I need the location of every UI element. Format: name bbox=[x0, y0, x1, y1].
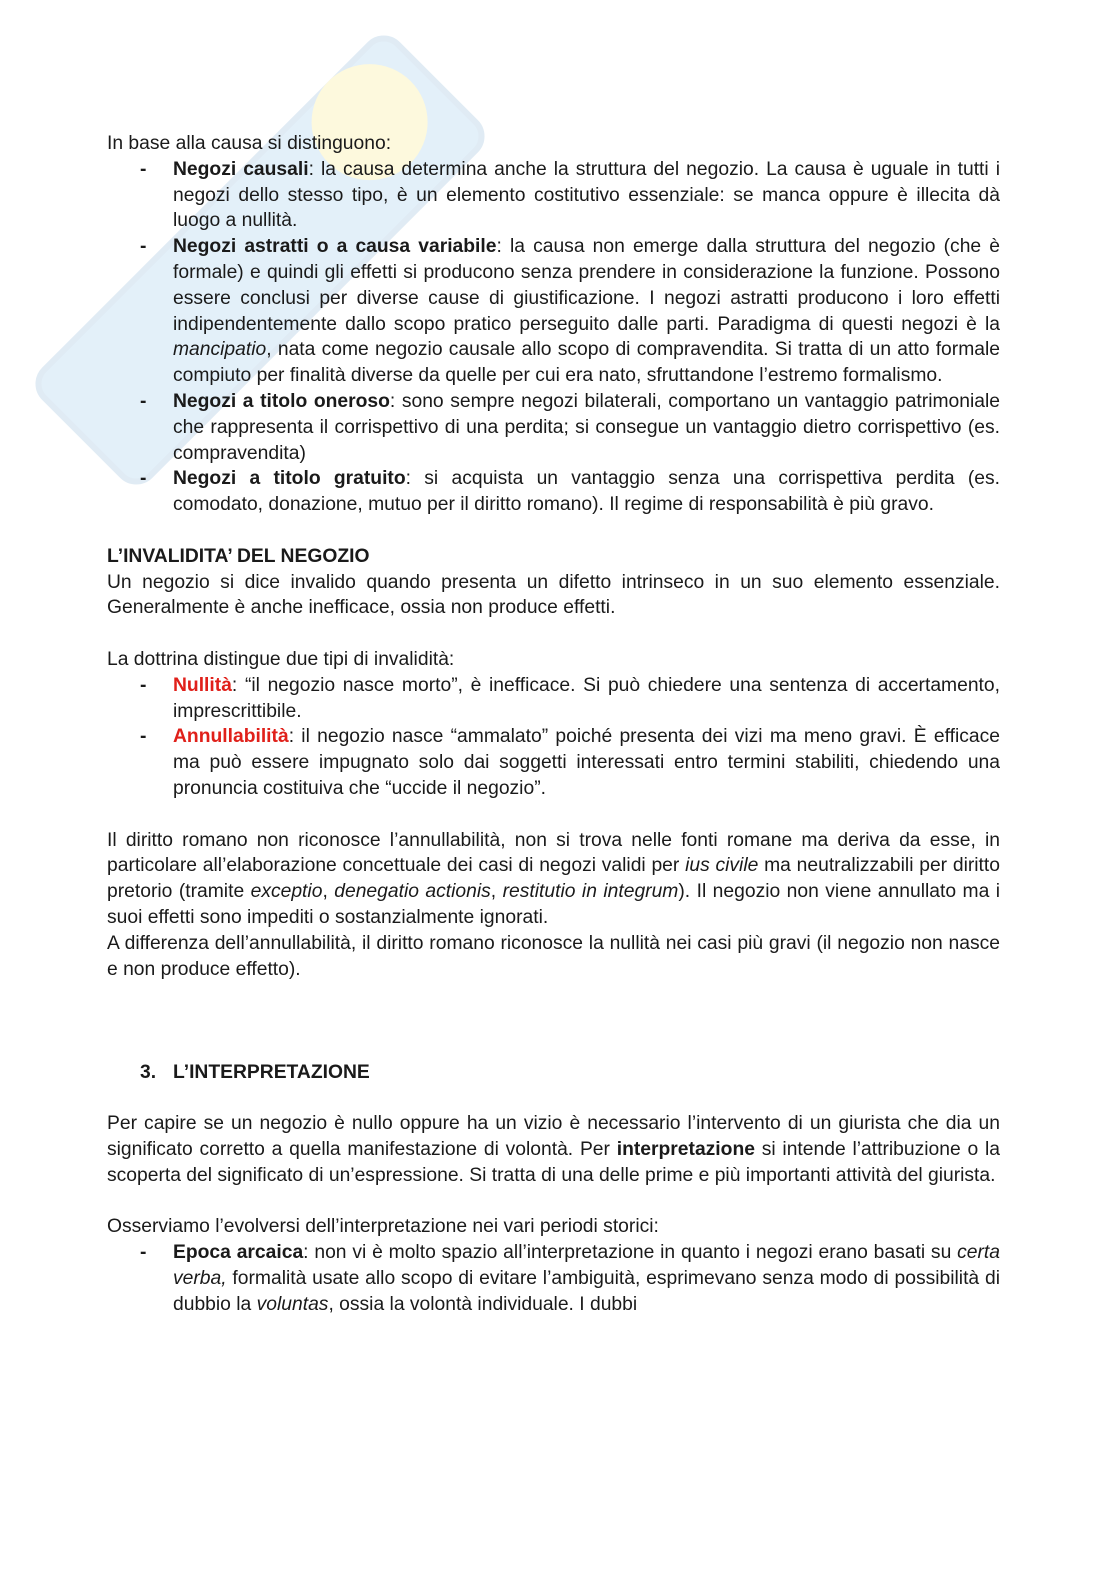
term-red: Nullità bbox=[173, 674, 232, 696]
italic-term: restitutio in integrum bbox=[502, 881, 679, 903]
item-text: : il negozio nasce “ammalato” poiché presenta dei vizi ma meno gravi. È efficace ma può essere impugnato solo dai soggetti interessati entro termini stabiliti, chiedendo una pronuncia costituiva che “uccide il negozio”. bbox=[173, 726, 1000, 799]
italic-term: exceptio bbox=[250, 881, 323, 903]
dash-bullet: - bbox=[140, 468, 147, 490]
dash-bullet: - bbox=[140, 674, 147, 696]
dash-bullet: - bbox=[140, 726, 147, 748]
paragraph: Un negozio si dice invalido quando presenta un difetto intrinseco in un suo elemento essenziale. Generalmente è anche inefficace, ossia non produce effetti. bbox=[107, 571, 1000, 619]
term-bold: Negozi a titolo oneroso bbox=[173, 390, 390, 412]
list-item bbox=[107, 389, 1000, 466]
item-text: , nata come negozio causale allo scopo di compravendita. Si tratta di un atto formale compiuto per finalità diverse da quelle per cui era nato, sfruttandone l’estremo formalismo. bbox=[173, 339, 1000, 387]
list-item bbox=[107, 466, 1000, 518]
intro-line: In base alla causa si distinguono: bbox=[107, 133, 392, 154]
list-item bbox=[107, 234, 1000, 389]
dash-bullet: - bbox=[140, 236, 147, 258]
term-bold: Negozi astratti o a causa variabile bbox=[173, 236, 497, 258]
paragraph: Osserviamo l’evolversi dell’interpretazione nei vari periodi storici: bbox=[107, 1216, 659, 1238]
italic-term: voluntas bbox=[256, 1293, 329, 1315]
section-number: 3. bbox=[140, 1061, 157, 1083]
term-bold: Negozi causali bbox=[173, 158, 309, 180]
item-text: : “il negozio nasce morto”, è inefficace. Si può chiedere una sentenza di accertamento, imprescrittibile. bbox=[173, 674, 1000, 722]
causa-list bbox=[107, 157, 1000, 518]
dash-bullet: - bbox=[140, 1242, 147, 1264]
item-text: : la causa determina anche la struttura del negozio. La causa è uguale in tutti i negozi dello stesso tipo, è un elemento costitutivo essenziale: se manca oppure è illecita dà luogo a nullità. bbox=[173, 158, 1000, 232]
term-bold: Epoca arcaica bbox=[173, 1242, 304, 1264]
item-text: : sono sempre negozi bilaterali, comportano un vantaggio patrimoniale che rappresenta il corrispettivo di una perdita; si consegue un vantaggio dietro corrispettivo (es. compravendita) bbox=[173, 390, 1001, 464]
list-item bbox=[107, 673, 1000, 725]
paragraph: Il diritto romano non riconosce l’annullabilità, non si trova nelle fonti romane ma deriva da esse, in particolare all’elaborazione concettuale dei casi di negozi validi per ius civile ma neutralizzabili per diritto pretorio (tramite exceptio, denegatio actionis, restitutio in integrum). Il negozio non viene annullato ma i suoi effetti sono impediti o sostanzialmente ignorati. bbox=[107, 829, 1001, 928]
list-item bbox=[107, 724, 1000, 801]
dash-bullet: - bbox=[140, 158, 147, 180]
italic-term: denegatio actionis bbox=[334, 881, 491, 903]
term-red: Annullabilità bbox=[173, 726, 289, 748]
paragraph: A differenza dell’annullabilità, il diritto romano riconosce la nullità nei casi più gravi (il negozio non nasce e non produce effetto). bbox=[107, 932, 1000, 980]
invalidita-list bbox=[107, 673, 1000, 802]
invalidita-heading: L’INVALIDITA’ DEL NEGOZIO bbox=[107, 545, 370, 567]
section-title bbox=[107, 1060, 1000, 1086]
item-text: : la causa non emerge dalla struttura del negozio (che è formale) e quindi gli effetti si producono senza prendere in considerazione la funzione. Possono essere conclusi per diverse cause di giustificazione. I negozi astratti producono i loro effetti indipendentemente dallo scopo pratico perseguito dalle parti. Paradigma di questi negozi è la bbox=[173, 236, 1000, 335]
bold-term: interpretazione bbox=[616, 1139, 755, 1161]
epoche-list bbox=[107, 1240, 1000, 1317]
paragraph: La dottrina distingue due tipi di invalidità: bbox=[107, 648, 455, 670]
list-item: - Epoca arcaica: non vi è molto spazio all’interpretazione in quanto i negozi erano basati su certa verba, formalità usate allo scopo di evitare l’ambiguità, esprimevano senza modo di possibilità di dubbio la voluntas, ossia la volontà individuale. I dubbi bbox=[140, 1242, 1000, 1315]
list-item bbox=[107, 157, 1000, 234]
italic-term: certa verba, bbox=[173, 1242, 1000, 1290]
italic-term: mancipatio bbox=[173, 339, 267, 361]
paragraph: Per capire se un negozio è nullo oppure ha un vizio è necessario l’intervento di un giurista che dia un significato corretto a quella manifestazione di volontà. Per interpretazione si intende l’attribuzione o la scoperta del significato di un’espressione. Si tratta di una delle prime e più importanti attività del giurista. bbox=[107, 1113, 1000, 1186]
italic-term: ius civile bbox=[685, 855, 759, 877]
term-bold: Negozi a titolo gratuito bbox=[173, 468, 406, 490]
document-page bbox=[107, 131, 1000, 1318]
item-text: : si acquista un vantaggio senza una corrispettiva perdita (es. comodato, donazione, mutuo per il diritto romano). Il regime di responsabilità è più gravo. bbox=[173, 468, 1000, 516]
section-title-text: L’INTERPRETAZIONE bbox=[173, 1061, 370, 1083]
dash-bullet: - bbox=[140, 390, 147, 412]
